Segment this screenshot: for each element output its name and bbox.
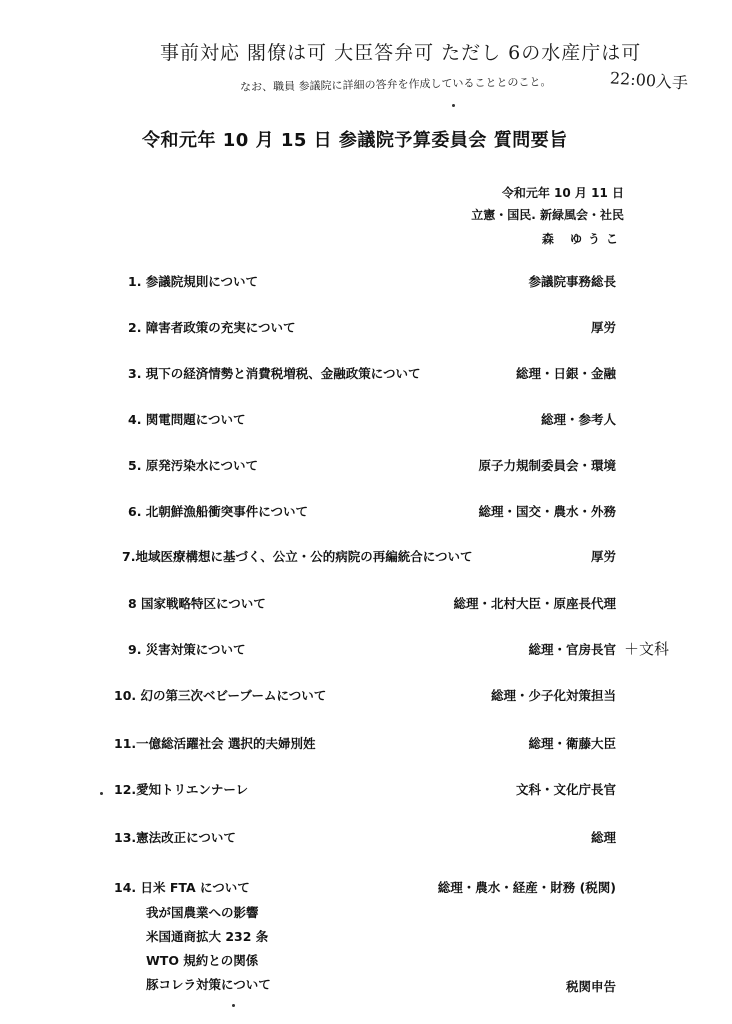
answerer-text: 総理・少子化対策担当 [490, 688, 616, 703]
question-row [0, 318, 732, 340]
questioner-name: 森 ゆうこ [541, 232, 624, 246]
question-text: 6. 北朝鮮漁船衝突事件について [128, 504, 309, 519]
answerer-text: 厚労 [590, 320, 616, 335]
answerer-text: 総理・日銀・金融 [515, 366, 616, 381]
answerer-text: 総理・参考人 [540, 412, 616, 427]
question-row [0, 364, 732, 386]
handwritten-note-line1: 事前対応 閣僚は可 大臣答弁可 ただし 6の水産庁は可 [160, 42, 642, 64]
question-row [0, 502, 732, 524]
answerer-text: 参議院事務総長 [528, 274, 616, 289]
question-row [0, 272, 732, 294]
answerer-text: 総理・国交・農水・外務 [478, 504, 616, 519]
question-row [0, 594, 732, 616]
answerer-text: 総理 [590, 830, 616, 845]
handwritten-received-time: 22:00入手 [609, 68, 689, 93]
question-row [0, 734, 732, 756]
document-title: 令和元年 10 月 15 日 参議院予算委員会 質問要旨 [142, 130, 568, 151]
question-text: 7.地域医療構想に基づく、公立・公的病院の再編統合について [122, 549, 473, 564]
answerer-text: 総理・農水・経産・財務 (税関) [437, 880, 616, 895]
answerer-text: 総理・北村大臣・原座長代理 [453, 596, 616, 611]
question-text: 13.憲法改正について [114, 830, 236, 845]
sub-question-text: 米国通商拡大 232 条 [146, 929, 269, 944]
sub-question-text: 豚コレラ対策について [146, 977, 271, 992]
questioner-parties: 立憲・国民. 新緑風会・社民 [471, 208, 624, 222]
question-row [0, 686, 732, 708]
question-text: 9. 災害対策について [128, 642, 246, 657]
question-text: 5. 原発汚染水について [128, 458, 259, 473]
answerer-text: 総理・官房長官 [528, 642, 616, 657]
question-text: 1. 参議院規則について [128, 274, 259, 289]
question-row [0, 547, 732, 569]
scan-speck [452, 104, 455, 107]
scan-speck [232, 1004, 235, 1007]
question-text: 8 国家戦略特区について [128, 596, 266, 611]
handwritten-note-line2: なお、職員 参議院に詳細の答弁を作成していることとのこと。 [239, 75, 552, 94]
question-row [0, 878, 732, 900]
handwritten-addition: ＋文科 [624, 640, 670, 658]
answerer-text: 厚労 [590, 549, 616, 564]
question-text: 12.愛知トリエンナーレ [114, 782, 249, 797]
question-text: 4. 関電問題について [128, 412, 246, 427]
answerer-text: 総理・衛藤大臣 [528, 736, 616, 751]
answerer-text: 文科・文化庁長官 [515, 782, 616, 797]
sub-question-text: 我が国農業への影響 [146, 905, 259, 920]
sub-answerer-text: 税関申告 [565, 979, 616, 994]
question-text: 10. 幻の第三次ベビーブームについて [114, 688, 327, 703]
question-text: 11.一億総活躍社会 選択的夫婦別姓 [114, 736, 316, 751]
question-row [0, 780, 732, 802]
question-row [0, 640, 732, 662]
question-row [0, 828, 732, 850]
question-text: 3. 現下の経済情勢と消費税増税、金融政策について [128, 366, 421, 381]
scan-speck [100, 792, 103, 795]
document-date: 令和元年 10 月 11 日 [501, 186, 624, 200]
answerer-text: 原子力規制委員会・環境 [478, 458, 616, 473]
question-row [0, 456, 732, 478]
question-row [0, 410, 732, 432]
question-text: 2. 障害者政策の充実について [128, 320, 296, 335]
question-text: 14. 日米 FTA について [114, 880, 250, 895]
sub-question-text: WTO 規約との関係 [146, 953, 259, 968]
